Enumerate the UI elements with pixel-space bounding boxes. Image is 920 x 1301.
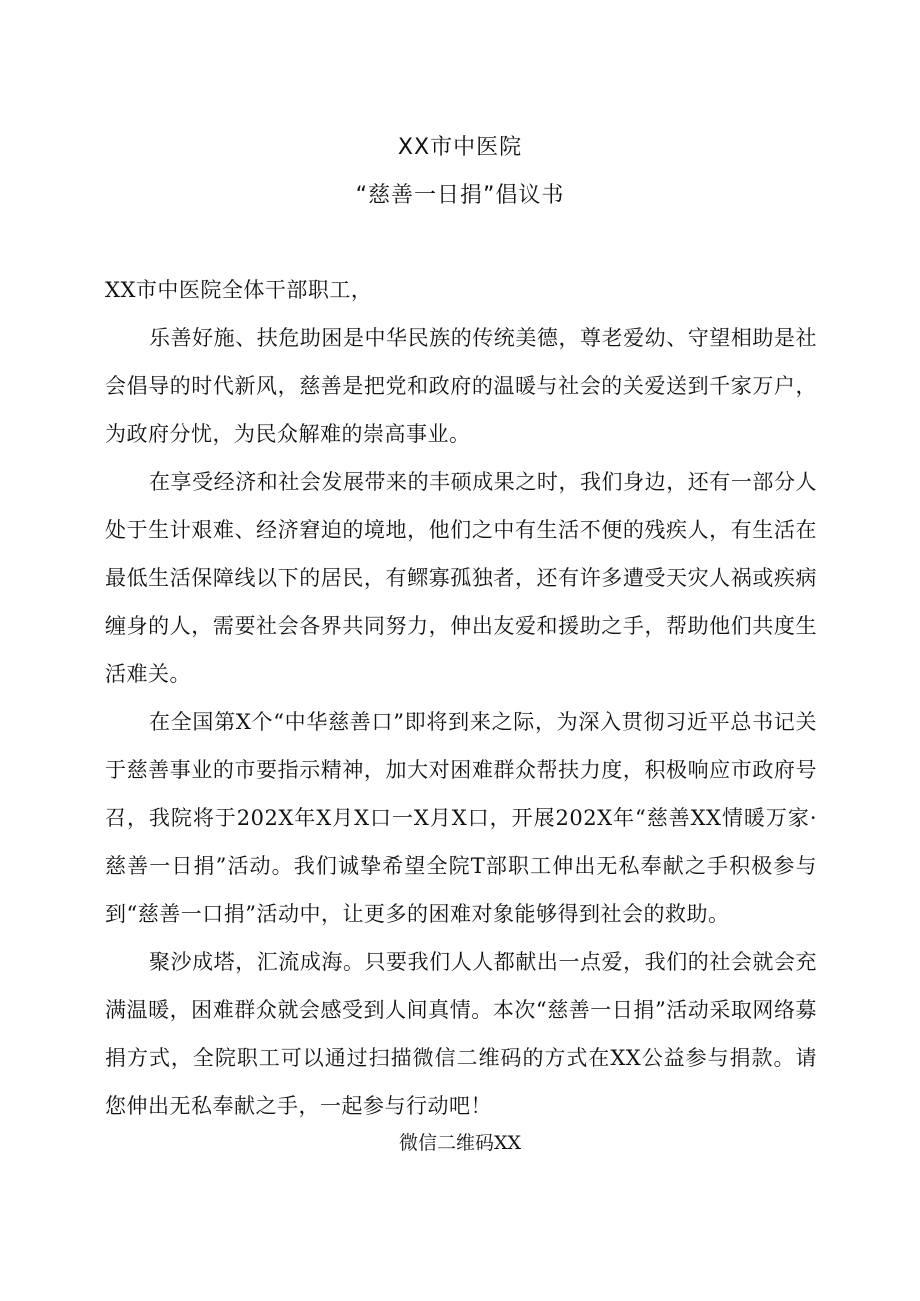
paragraph-activity: 在全国第X个“中华慈善口”即将到来之际，为深入贯彻习近平总书记关于慈善事业的市要指示精神，加大对困难群众帮扶力度，积极响应市政府号召，我院将于202X年X月X口一X月X口，开展202X年“慈善XX情暖万家·慈善一日捐”活动。我们诚挚希望全院T部职工伸出无私奉献之手积极参与到“慈善一口捐”活动中，让更多的困难对象能够得到社会的救助。 xyxy=(105,710,817,926)
paragraph-call-to-action: 聚沙成塔，汇流成海。只要我们人人都献出一点爱，我们的社会就会充满温暖，困难群众就会感受到人间真情。本次“慈善一日捐”活动采取网络募捐方式，全院职工可以通过扫描微信二维码的方式在XX公益参与捐款。请您伸出无私奉献之手，一起参与行动吧！ xyxy=(105,950,817,1118)
document-title-proposal: “慈善一日捐”倡议书 xyxy=(355,183,565,208)
wechat-qr-label: 微信二维码XX xyxy=(398,1132,522,1154)
document-title-hospital: XX市中医院 xyxy=(397,135,523,160)
salutation: XX市中医院全体干部职工， xyxy=(105,278,373,302)
paragraph-tradition: 乐善好施、扶危助困是中华民族的传统美德，尊老爱幼、守望相助是社会倡导的时代新风，慈善是把党和政府的温暖与社会的关爱送到千家万户，为政府分忧，为民众解难的崇高事业。 xyxy=(105,326,817,446)
paragraph-needy-groups: 在享受经济和社会发展带来的丰硕成果之时，我们身边，还有一部分人处于生计艰难、经济窘迫的境地，他们之中有生活不便的残疾人，有生活在最低生活保障线以下的居民，有鳏寡孤独者，还有许多遭受天灾人祸或疾病缠身的人，需要社会各界共同努力，伸出友爱和援助之手，帮助他们共度生活难关。 xyxy=(105,470,817,686)
